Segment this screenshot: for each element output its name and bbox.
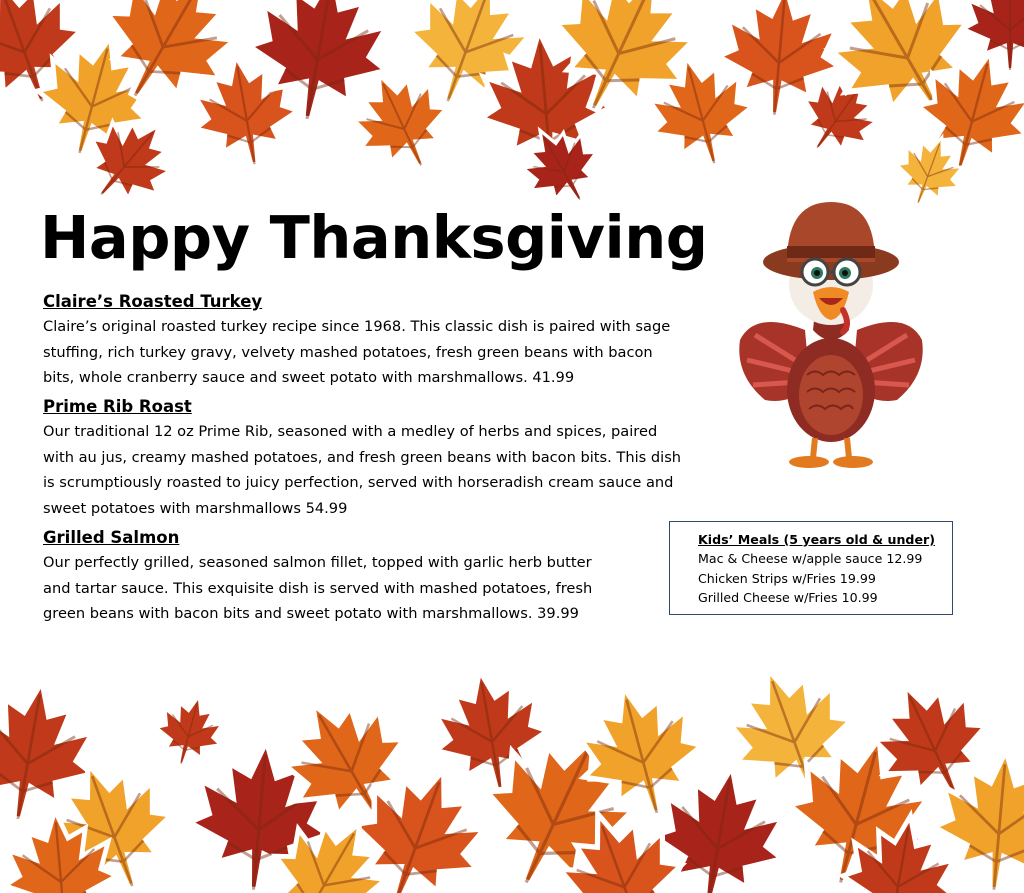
turkey-mascot-icon <box>735 200 927 470</box>
description-line: and tartar sauce. This exquisite dish is served with mashed potatoes, fresh <box>43 579 593 597</box>
pilgrim-hat-icon <box>763 202 899 280</box>
description-line: Our perfectly grilled, seasoned salmon fillet, topped with garlic herb butter <box>43 554 592 571</box>
kids-meals-box <box>669 521 953 615</box>
kids-meal-item: Chicken Strips w/Fries 19.99 <box>698 570 876 586</box>
description-line: with au jus, creamy mashed potatoes, and fresh green beans with bacon bits. This dish <box>43 448 682 466</box>
description-line: Claire’s original roasted turkey recipe since 1968. This classic dish is paired with sage <box>43 318 671 335</box>
turkey-foot <box>789 456 829 468</box>
menu-item-description <box>43 314 670 391</box>
menu-item-grilled-salmon <box>43 526 592 627</box>
autumn-leaves-top-border <box>0 0 1024 215</box>
menu-item-roasted-turkey <box>43 290 670 391</box>
menu-item-description <box>43 419 681 521</box>
kids-meals-title: Kids’ Meals (5 years old & under) <box>698 532 935 547</box>
description-line: bits, whole cranberry sauce and sweet potato with marshmallows. 41.99 <box>43 369 575 386</box>
kids-meal-item: Grilled Cheese w/Fries 10.99 <box>698 590 878 605</box>
page-title: Happy Thanksgiving <box>40 203 708 272</box>
autumn-leaves-bottom-border <box>0 640 1024 893</box>
menu-item-description <box>43 550 592 627</box>
menu-item-name: Prime Rib Roast <box>43 397 192 416</box>
description-line: green beans with bacon bits and sweet potato with marshmallows. 39.99 <box>43 605 579 622</box>
description-line: sweet potatoes with marshmallows 54.99 <box>43 499 348 517</box>
maple-leaf-icon <box>149 688 231 773</box>
description-line: stuffing, rich turkey gravy, velvety mashed potatoes, fresh green beans with bacon <box>43 343 653 361</box>
description-line: is scrumptiously roasted to juicy perfection, served with horseradish cream sauce and <box>43 474 674 491</box>
kids-meal-item: Mac & Cheese w/apple sauce 12.99 <box>698 551 923 566</box>
menu-item-prime-rib <box>43 395 681 521</box>
menu-item-name: Claire’s Roasted Turkey <box>43 292 263 311</box>
description-line: Our traditional 12 oz Prime Rib, seasoned with a medley of herbs and spices, paired <box>43 423 658 440</box>
menu-item-name: Grilled Salmon <box>43 528 180 547</box>
turkey-foot <box>833 456 873 468</box>
